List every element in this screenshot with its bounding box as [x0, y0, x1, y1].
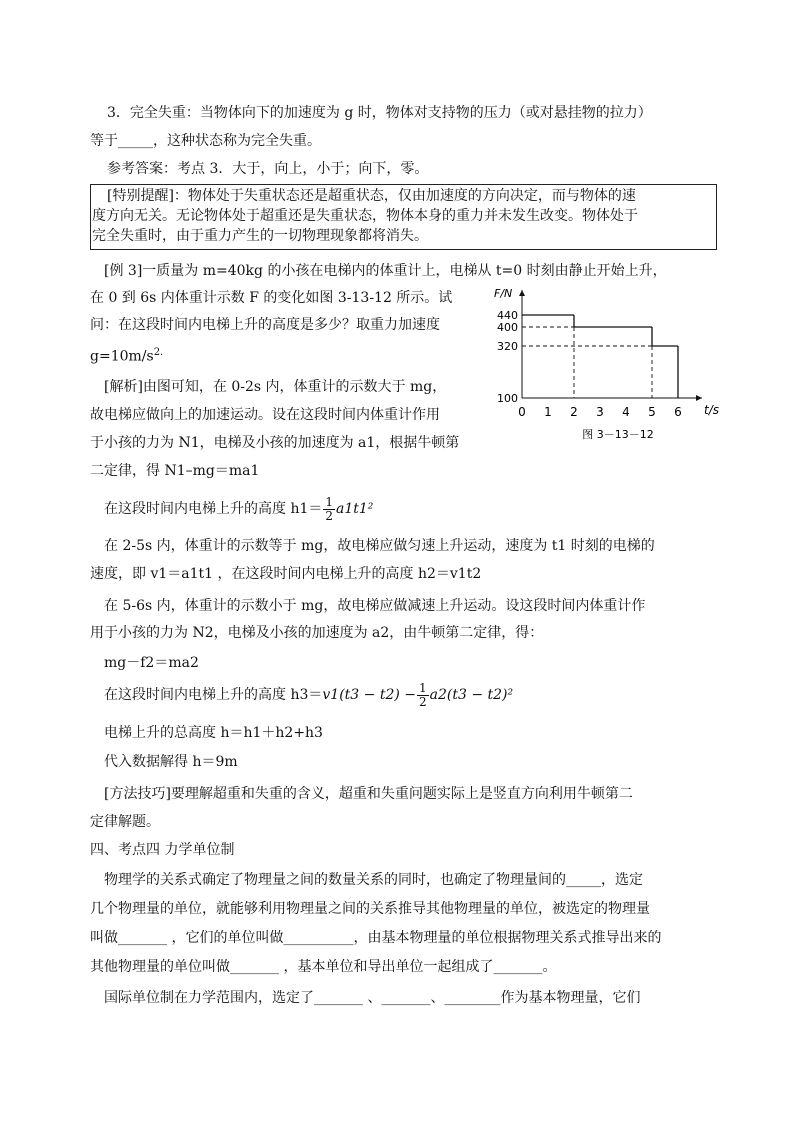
x-tick-label: 4: [622, 405, 630, 419]
formula-h1: [104, 494, 373, 524]
formula-h3-tail: a2(t3 − t2)²: [429, 687, 514, 703]
method-line: [方法技巧]要理解超重和失重的含义，超重和失重问题实际上是竖直方向利用牛顿第二: [104, 786, 633, 802]
text-line: 物理学的关系式确定了物理量之间的数量关系的同时，也确定了物理量间的_____，选定: [104, 872, 643, 888]
formula-h3: [104, 680, 513, 710]
y-tick-label: 400: [497, 321, 518, 334]
fraction-numerator: 1: [325, 494, 334, 509]
x-tick-label: 2: [570, 405, 578, 419]
fraction-denominator: 2: [325, 508, 334, 523]
text-line: 3．完全失重：当物体向下的加速度为 g 时，物体对支持物的压力（或对悬挂物的拉力）: [107, 105, 652, 121]
figure-caption: 图 3－13－12: [582, 428, 654, 441]
solution-line: 于小孩的力为 N1，电梯及小孩的加速度为 a1，根据牛顿第: [90, 435, 460, 451]
solution-line: 故电梯应做向上的加速运动。设在这段时间内体重计作用: [90, 407, 440, 423]
y-tick-label: 100: [497, 392, 518, 405]
example-line: [90, 343, 163, 367]
y-axis-arrow: [519, 290, 525, 296]
formula-line: 电梯上升的总高度 h＝h1＋h2+h3: [104, 725, 323, 741]
answer-line: 参考答案：考点 3．大于，向上，小于；向下，零。: [107, 161, 429, 177]
formula-line: mg－f2＝ma2: [104, 655, 199, 671]
section-heading: 四、考点四 力学单位制: [90, 842, 235, 858]
example-line: [例 3]一质量为 m=40kg 的小孩在电梯内的体重计上，电梯从 t=0 时刻由静止开始上升，: [104, 263, 667, 279]
solution-line: 二定律，得 N1–mg＝ma1: [90, 463, 260, 479]
text-line: 几个物理量的单位，就能够利用物理量之间的关系推导其他物理量的单位，被选定的物理量: [90, 901, 650, 917]
text-line: 等于_____，这种状态称为完全失重。: [90, 133, 321, 149]
text-line: 其他物理量的单位叫做_______ ，基本单位和导出单位一起组成了_______。: [90, 959, 557, 975]
fraction-denominator: 2: [419, 694, 427, 709]
solution-line: 速度，即 v1＝a1t1 ，在这段时间内电梯上升的高度 h2＝v1t2: [90, 566, 482, 582]
solution-line: [解析]由图可知，在 0-2s 内，体重计的示数大于 mg，: [104, 379, 447, 395]
solution-line: 在 5-6s 内，体重计的示数小于 mg，故电梯应做减速上升运动。设这段时间内体重计作: [104, 598, 646, 614]
fraction-half: [417, 682, 429, 709]
x-axis-label: t/s: [704, 403, 719, 417]
solution-line: 用于小孩的力为 N2，电梯及小孩的加速度为 a2，由牛顿第二定律，得：: [90, 625, 544, 641]
x-tick-label: 5: [648, 405, 656, 419]
formula-h1-text: 在这段时间内电梯上升的高度 h1＝: [104, 501, 323, 517]
y-tick-label: 320: [497, 340, 518, 353]
gravity-exponent: 2.: [153, 347, 164, 358]
x-axis-arrow: [696, 395, 702, 401]
x-tick-label: 0: [518, 405, 526, 419]
tip-line: 度方向无关。无论物体处于超重还是失重状态，物体本身的重力并未发生改变。物体处于: [92, 208, 638, 224]
force-time-chart: [470, 286, 720, 448]
x-tick-label: 3: [596, 405, 604, 419]
formula-h3-text: 在这段时间内电梯上升的高度 h3＝: [104, 687, 323, 703]
example-line: 问：在这段时间内电梯上升的高度是多少？取重力加速度: [90, 317, 440, 333]
method-line: 定律解题。: [90, 814, 160, 830]
example-line: 在 0 到 6s 内体重计示数 F 的变化如图 3-13-12 所示。试: [90, 290, 453, 306]
y-tick-label: 440: [497, 309, 518, 322]
formula-h1-tail: a1t1²: [336, 501, 374, 517]
y-axis-label: F/N: [494, 287, 513, 300]
force-time-figure: [470, 286, 720, 448]
x-tick-label: 6: [674, 405, 682, 419]
text-line: 国际单位制在力学范围内，选定了_______ 、_______、________作为基本物理量，它们: [104, 990, 641, 1006]
formula-line: 代入数据解得 h＝9m: [104, 754, 238, 770]
text-line: 叫做_______ ，它们的单位叫做__________，由基本物理量的单位根据物理关系式推导出来的: [90, 930, 662, 946]
tip-line: 完全失重时，由于重力产生的一切物理现象都将消失。: [92, 228, 428, 244]
x-tick-label: 1: [544, 405, 552, 419]
fraction-numerator: 1: [419, 680, 427, 695]
fraction-half: [323, 496, 335, 523]
solution-line: 在 2-5s 内，体重计的示数等于 mg，故电梯应做匀速上升运动，速度为 t1 时刻的电梯的: [104, 538, 655, 554]
formula-h3-mid: v1(t3 − t2) −: [322, 687, 416, 703]
gravity-value: g=10m/s: [90, 348, 154, 365]
tip-line: [特别提醒]：物体处于失重状态还是超重状态，仅由加速度的方向决定，而与物体的速: [107, 188, 636, 204]
